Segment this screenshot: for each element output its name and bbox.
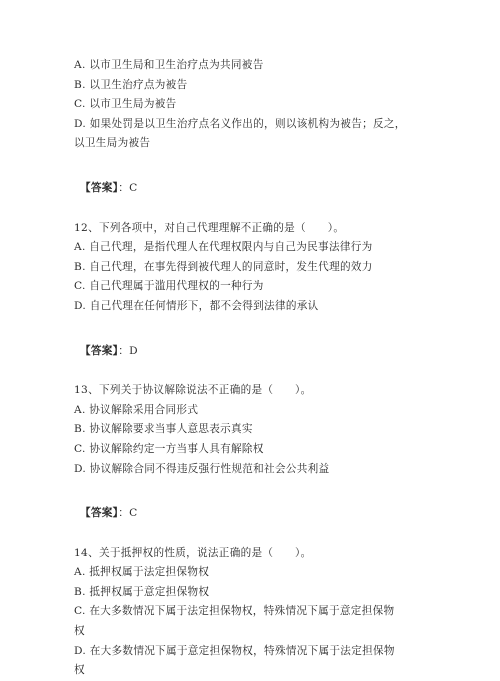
- q13-option-d: D. 协议解除合同不得违反强行性规范和社会公共利益: [74, 462, 330, 475]
- q11-answer: [74, 179, 434, 199]
- q12-option-c: C. 自己代理属于滥用代理权的一种行为: [74, 280, 264, 293]
- q12-question: 12、下列各项中，对自己代理理解不正确的是（ ）。: [74, 221, 345, 234]
- q14-option-b: B. 抵押权属于意定担保物权: [74, 585, 210, 598]
- q11-option-c: C. 以市卫生局为被告: [74, 98, 177, 111]
- q12-option-a: A. 自己代理，是指代理人在代理权限内与自己为民事法律行为: [74, 241, 373, 254]
- answer-label: 【答案】: [80, 181, 119, 194]
- question-list: [74, 56, 434, 681]
- q14-option-a: A. 抵押权属于法定担保物权: [74, 566, 210, 579]
- q13-question: 13、下列关于协议解除说法不正确的是（ ）。: [74, 384, 312, 397]
- q13-option-b: B. 协议解除要求当事人意思表示真实: [74, 423, 253, 436]
- q13-option-a: A. 协议解除采用合同形式: [74, 403, 199, 416]
- answer-value: ：C: [118, 507, 138, 520]
- q12-option-b: B. 自己代理，在事先得到被代理人的同意时，发生代理的效力: [74, 260, 373, 273]
- q12-option-d: D. 自己代理在任何情形下，都不会得到法律的承认: [74, 299, 319, 312]
- q14-option-d-continued: 权: [74, 664, 85, 677]
- q11-option-d: D. 如果处罚是以卫生治疗点名义作出的，则以该机构为被告；反之，: [74, 117, 406, 130]
- q12-answer: [74, 342, 434, 362]
- q11-option-b: B. 以卫生治疗点为被告: [74, 78, 188, 91]
- q14-option-c-continued: 权: [74, 625, 85, 638]
- q13-option-c: C. 协议解除约定一方当事人具有解除权: [74, 442, 264, 455]
- answer-value: ：C: [118, 181, 138, 194]
- answer-label: 【答案】: [80, 507, 119, 520]
- answer-value: ：D: [118, 344, 138, 357]
- answer-label: 【答案】: [80, 344, 119, 357]
- q11-option-a: A. 以市卫生局和卫生治疗点为共同被告: [74, 59, 264, 71]
- q14-option-d: D. 在大多数情况下属于意定担保物权，特殊情况下属于法定担保物: [74, 644, 395, 657]
- q13-answer: [74, 504, 434, 524]
- q14-option-c: C. 在大多数情况下属于法定担保物权，特殊情况下属于意定担保物: [74, 605, 395, 618]
- q11-option-d-continued: 以卫生局为被告: [74, 137, 151, 150]
- q14-question: 14、关于抵押权的性质，说法正确的是（ ）。: [74, 546, 312, 559]
